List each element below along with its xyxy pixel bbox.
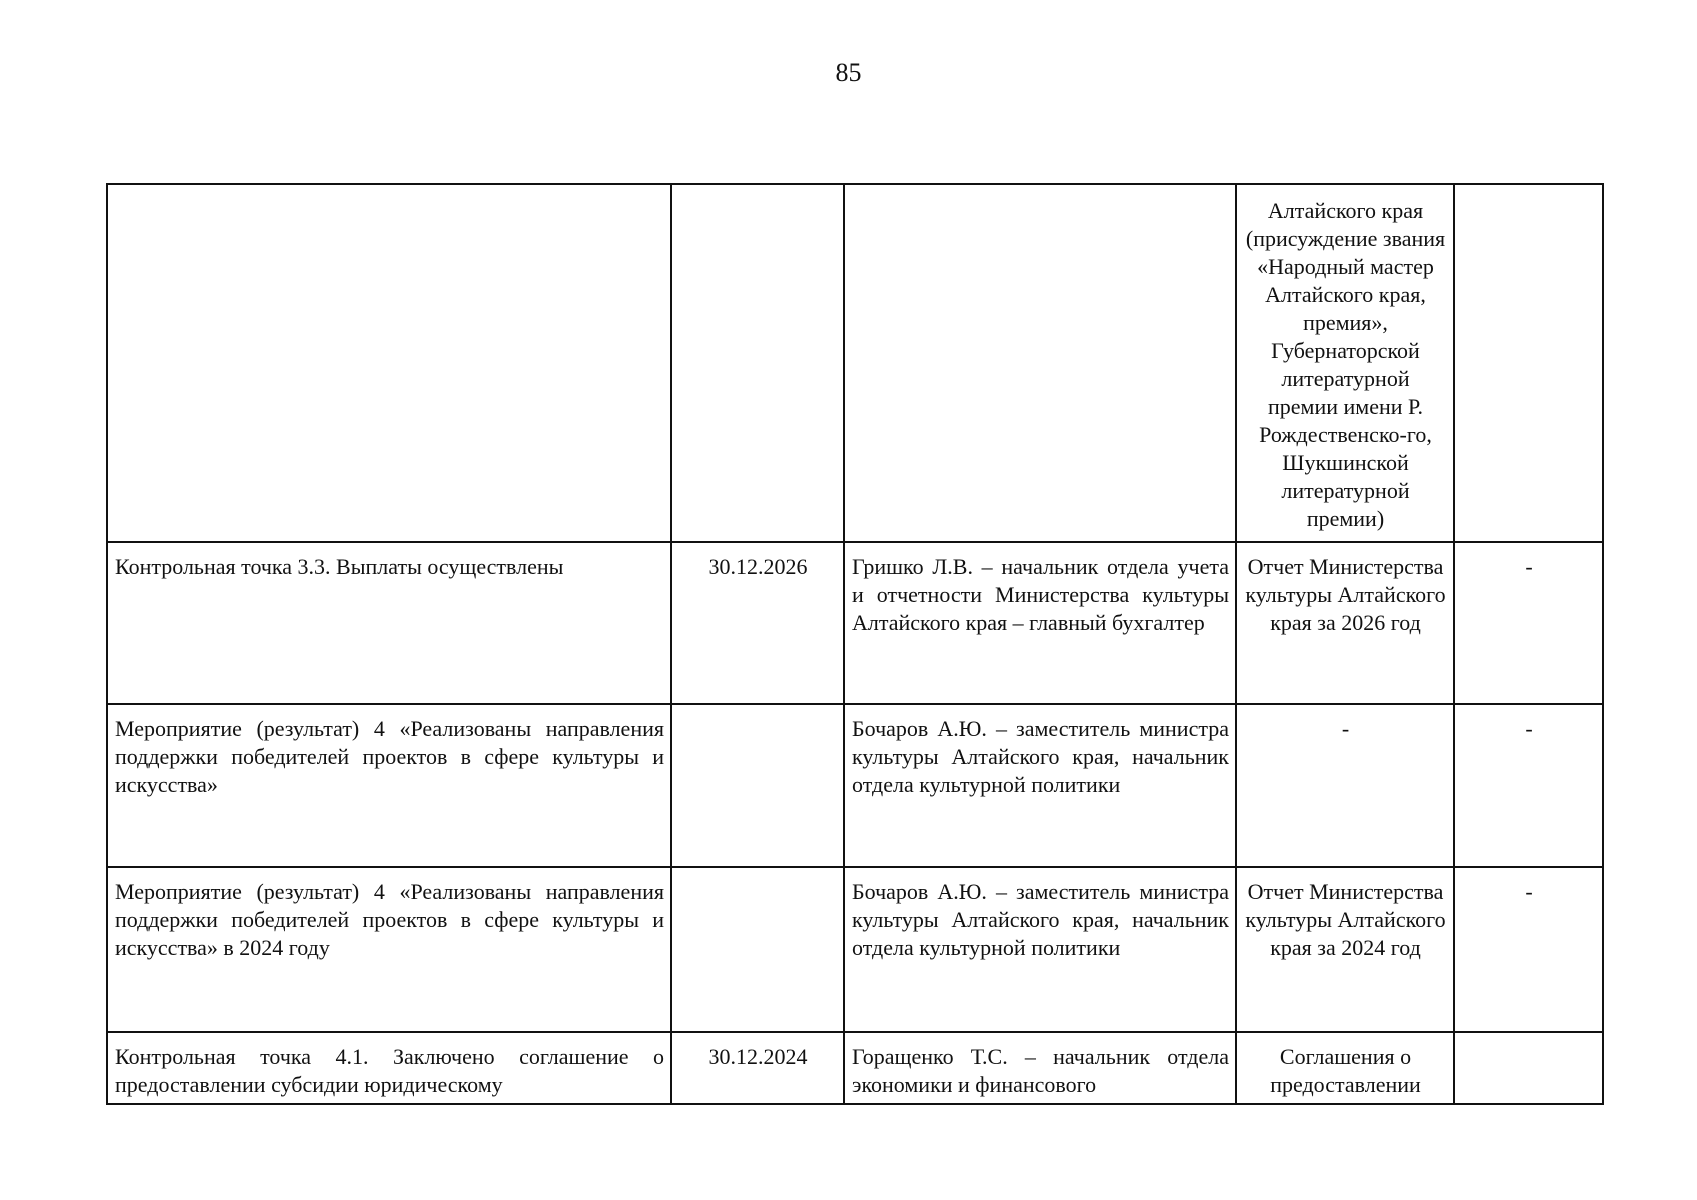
- table-row: [107, 867, 1603, 1032]
- cell-last: -: [1454, 704, 1603, 867]
- cell-document: Отчет Министерства культуры Алтайского края за 2026 год: [1236, 542, 1454, 704]
- cell-last: -: [1454, 867, 1603, 1032]
- cell-date: 30.12.2024: [671, 1032, 844, 1104]
- cell-responsible: Гришко Л.В. – начальник отдела учета и отчетности Министерства культуры Алтайского края – главный бухгалтер: [844, 542, 1236, 704]
- cell-date: 30.12.2026: [671, 542, 844, 704]
- cell-document: -: [1236, 704, 1454, 867]
- cell-name: Контрольная точка 4.1. Заключено соглашение о предоставлении субсидии юридическому: [107, 1032, 671, 1104]
- cell-responsible: Горащенко Т.С. – начальник отдела экономики и финансового: [844, 1032, 1236, 1104]
- page-number: 85: [835, 58, 862, 87]
- table-row: [107, 1032, 1603, 1104]
- control-points-table: [106, 183, 1604, 1105]
- cell-date: [671, 704, 844, 867]
- cell-last: [1454, 184, 1603, 542]
- cell-name: Контрольная точка 3.3. Выплаты осуществлены: [107, 542, 671, 704]
- cell-date: [671, 184, 844, 542]
- cell-document: Отчет Министерства культуры Алтайского края за 2024 год: [1236, 867, 1454, 1032]
- cell-name: Мероприятие (результат) 4 «Реализованы направления поддержки победителей проектов в сфере культуры и искусства» в 2024 году: [107, 867, 671, 1032]
- cell-last: [1454, 1032, 1603, 1104]
- table-row: [107, 542, 1603, 704]
- cell-responsible: Бочаров А.Ю. – заместитель министра культуры Алтайского края, начальник отдела культурной политики: [844, 867, 1236, 1032]
- table-row: [107, 704, 1603, 867]
- cell-responsible: [844, 184, 1236, 542]
- cell-last: -: [1454, 542, 1603, 704]
- cell-responsible: Бочаров А.Ю. – заместитель министра культуры Алтайского края, начальник отдела культурной политики: [844, 704, 1236, 867]
- cell-name: [107, 184, 671, 542]
- cell-name: Мероприятие (результат) 4 «Реализованы направления поддержки победителей проектов в сфере культуры и искусства»: [107, 704, 671, 867]
- cell-document: Алтайского края (присуждение звания «Народный мастер Алтайского края, премия», Губернаторской литературной премии имени Р. Рождественско-го, Шукшинской литературной премии): [1236, 184, 1454, 542]
- table-row: [107, 184, 1603, 542]
- cell-date: [671, 867, 844, 1032]
- cell-document: Соглашения о предоставлении: [1236, 1032, 1454, 1104]
